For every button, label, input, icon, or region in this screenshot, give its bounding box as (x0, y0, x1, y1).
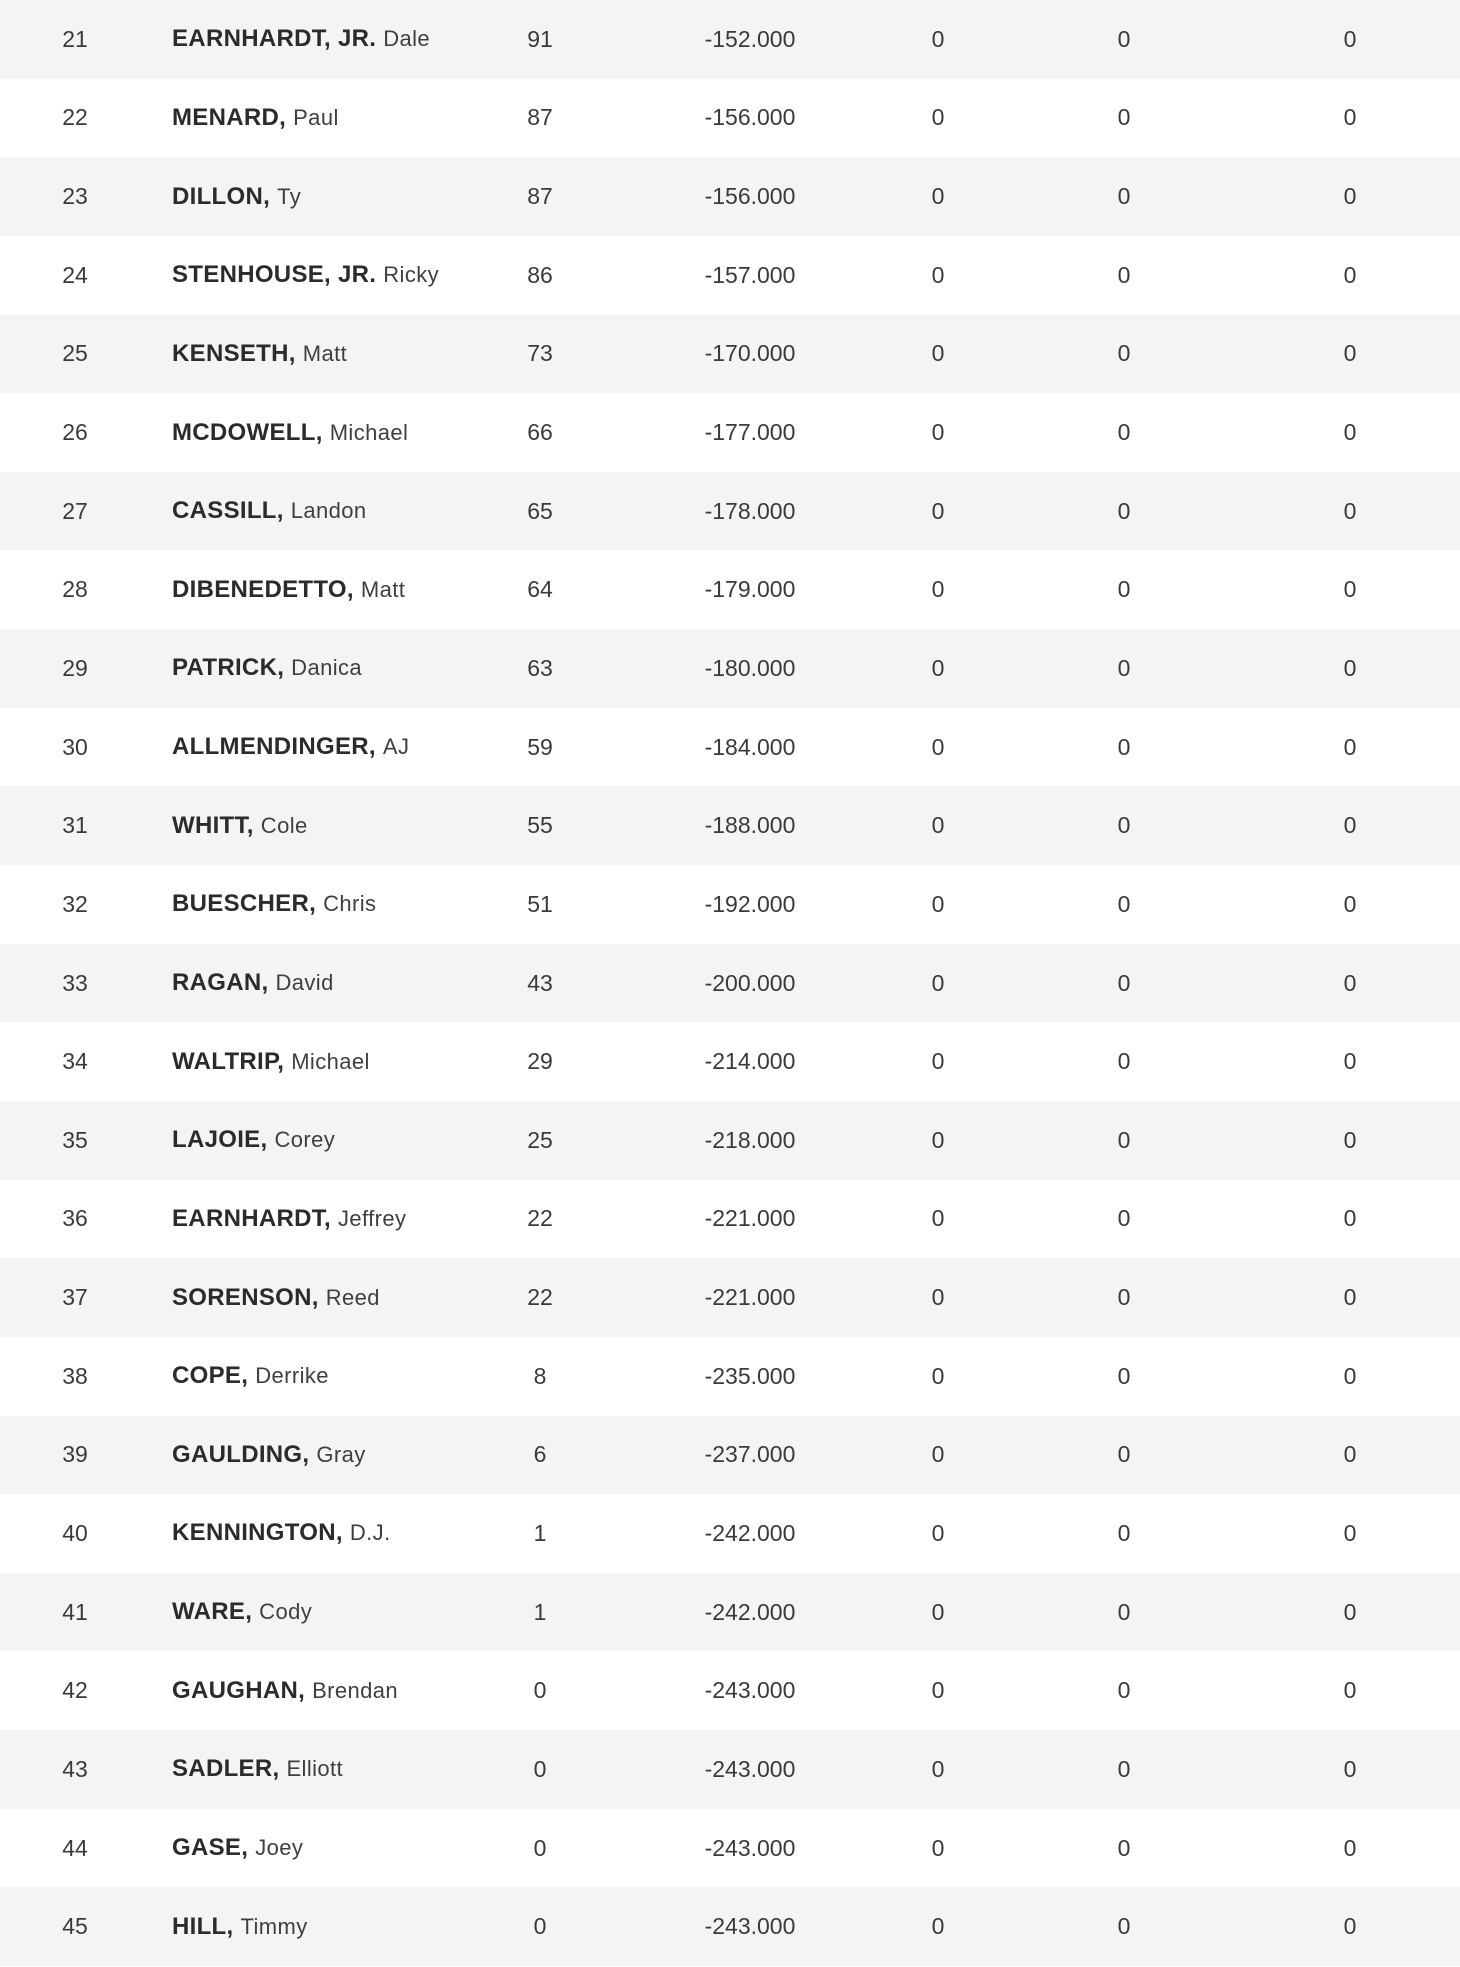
stat-cell-b: 0 (1117, 1913, 1131, 1940)
driver-last-name: BUESCHER, (172, 890, 317, 918)
table-row-41 (0, 1573, 1460, 1652)
stat-cell-c: 0 (1343, 1834, 1357, 1861)
stat-cell-c: 0 (1343, 104, 1357, 131)
stat-cell-a: 0 (931, 1677, 945, 1704)
driver-name-cell[interactable] (172, 1887, 532, 1966)
position-cell: 37 (62, 1284, 88, 1311)
table-row-26 (0, 393, 1460, 472)
stat-cell-b: 0 (1117, 25, 1131, 52)
points-behind-cell: -192.000 (704, 890, 796, 917)
points-behind-cell: -178.000 (704, 497, 796, 524)
driver-last-name: EARNHARDT, JR. (172, 25, 377, 53)
points-cell: 65 (527, 497, 553, 524)
stat-cell-c: 0 (1343, 1441, 1357, 1468)
points-cell: 55 (527, 812, 553, 839)
table-row-32 (0, 865, 1460, 944)
stat-cell-c: 0 (1343, 969, 1357, 996)
stat-cell-a: 0 (931, 576, 945, 603)
table-row-30 (0, 708, 1460, 787)
position-cell: 36 (62, 1205, 88, 1232)
stat-cell-b: 0 (1117, 733, 1131, 760)
position-cell: 25 (62, 340, 88, 367)
position-cell: 39 (62, 1441, 88, 1468)
points-behind-cell: -180.000 (704, 654, 796, 681)
driver-last-name: STENHOUSE, JR. (172, 261, 377, 289)
table-row-44 (0, 1809, 1460, 1888)
driver-last-name: COPE, (172, 1362, 249, 1390)
stat-cell-b: 0 (1117, 1755, 1131, 1782)
stat-cell-a: 0 (931, 890, 945, 917)
points-cell: 73 (527, 340, 553, 367)
driver-first-name: Chris (323, 891, 377, 917)
points-cell: 63 (527, 654, 553, 681)
driver-name-cell[interactable] (172, 865, 532, 944)
stat-cell-c: 0 (1343, 1519, 1357, 1546)
driver-last-name: SORENSON, (172, 1283, 319, 1311)
points-cell: 1 (533, 1598, 547, 1625)
stat-cell-c: 0 (1343, 25, 1357, 52)
points-behind-cell: -221.000 (704, 1284, 796, 1311)
points-cell: 43 (527, 969, 553, 996)
driver-first-name: Timmy (240, 1913, 308, 1939)
driver-first-name: Landon (290, 498, 367, 524)
stat-cell-c: 0 (1343, 1598, 1357, 1625)
stat-cell-b: 0 (1117, 890, 1131, 917)
position-cell: 42 (62, 1677, 88, 1704)
stat-cell-a: 0 (931, 497, 945, 524)
stat-cell-b: 0 (1117, 183, 1131, 210)
points-cell: 25 (527, 1126, 553, 1153)
driver-name-cell[interactable] (172, 236, 532, 315)
driver-last-name: GAUGHAN, (172, 1676, 306, 1704)
stat-cell-c: 0 (1343, 576, 1357, 603)
stat-cell-c: 0 (1343, 1913, 1357, 1940)
stat-cell-c: 0 (1343, 1677, 1357, 1704)
stat-cell-b: 0 (1117, 1362, 1131, 1389)
position-cell: 24 (62, 261, 88, 288)
driver-name-cell[interactable] (172, 1416, 532, 1495)
driver-name-cell[interactable] (172, 1809, 532, 1888)
table-row-43 (0, 1730, 1460, 1809)
stat-cell-b: 0 (1117, 419, 1131, 446)
driver-last-name: WALTRIP, (172, 1047, 285, 1075)
driver-name-cell[interactable] (172, 1730, 532, 1809)
driver-first-name: Michael (291, 1048, 370, 1074)
position-cell: 33 (62, 969, 88, 996)
position-cell: 31 (62, 812, 88, 839)
points-cell: 1 (533, 1519, 547, 1546)
driver-name-cell[interactable] (172, 315, 532, 394)
table-row-23 (0, 157, 1460, 236)
stat-cell-b: 0 (1117, 812, 1131, 839)
stat-cell-c: 0 (1343, 340, 1357, 367)
stat-cell-c: 0 (1343, 497, 1357, 524)
position-cell: 34 (62, 1048, 88, 1075)
table-row-45 (0, 1887, 1460, 1966)
driver-first-name: Paul (293, 104, 339, 130)
points-cell: 22 (527, 1284, 553, 1311)
table-row-28 (0, 550, 1460, 629)
stat-cell-b: 0 (1117, 261, 1131, 288)
table-row-33 (0, 944, 1460, 1023)
points-cell: 0 (533, 1834, 547, 1861)
stat-cell-b: 0 (1117, 1441, 1131, 1468)
points-cell: 64 (527, 576, 553, 603)
driver-name-cell[interactable] (172, 1258, 532, 1337)
points-behind-cell: -177.000 (704, 419, 796, 446)
driver-name-cell[interactable] (172, 1180, 532, 1259)
position-cell: 40 (62, 1519, 88, 1546)
driver-last-name: DILLON, (172, 182, 271, 210)
driver-last-name: WARE, (172, 1598, 253, 1626)
driver-first-name: Matt (360, 576, 406, 602)
stat-cell-b: 0 (1117, 340, 1131, 367)
stat-cell-c: 0 (1343, 183, 1357, 210)
driver-first-name: David (275, 970, 334, 995)
driver-name-cell[interactable] (172, 1337, 532, 1416)
position-cell: 21 (62, 25, 88, 52)
driver-name-cell[interactable] (172, 1101, 532, 1180)
driver-first-name: Gray (316, 1441, 366, 1467)
stat-cell-c: 0 (1343, 890, 1357, 917)
driver-last-name: KENNINGTON, (172, 1519, 343, 1547)
points-cell: 29 (527, 1048, 553, 1075)
stat-cell-b: 0 (1117, 576, 1131, 603)
stat-cell-a: 0 (931, 1126, 945, 1153)
points-cell: 0 (533, 1755, 547, 1782)
points-behind-cell: -179.000 (704, 576, 796, 603)
stat-cell-b: 0 (1117, 1126, 1131, 1153)
points-behind-cell: -156.000 (704, 104, 796, 131)
driver-last-name: HILL, (172, 1912, 234, 1940)
table-row-35 (0, 1101, 1460, 1180)
points-cell: 59 (527, 733, 553, 760)
points-cell: 87 (527, 183, 553, 210)
stat-cell-a: 0 (931, 1519, 945, 1546)
driver-name-cell[interactable] (172, 1651, 532, 1730)
stat-cell-b: 0 (1117, 1834, 1131, 1861)
driver-first-name: AJ (382, 734, 410, 760)
stat-cell-b: 0 (1117, 497, 1131, 524)
driver-name-cell[interactable] (172, 1022, 532, 1101)
driver-first-name: Joey (255, 1835, 304, 1861)
stat-cell-c: 0 (1343, 1284, 1357, 1311)
table-row-36 (0, 1180, 1460, 1259)
stat-cell-a: 0 (931, 969, 945, 996)
points-cell: 86 (527, 261, 553, 288)
driver-first-name: Corey (274, 1127, 336, 1153)
stat-cell-a: 0 (931, 1284, 945, 1311)
position-cell: 41 (62, 1598, 88, 1625)
stat-cell-c: 0 (1343, 812, 1357, 839)
points-behind-cell: -170.000 (704, 340, 796, 367)
points-behind-cell: -218.000 (704, 1126, 796, 1153)
stat-cell-c: 0 (1343, 1048, 1357, 1075)
points-cell: 0 (533, 1677, 547, 1704)
position-cell: 30 (62, 733, 88, 760)
driver-name-cell[interactable] (172, 79, 532, 158)
stat-cell-a: 0 (931, 419, 945, 446)
points-cell: 87 (527, 104, 553, 131)
points-behind-cell: -243.000 (704, 1913, 796, 1940)
driver-first-name: Brendan (312, 1677, 399, 1703)
driver-last-name: MENARD, (172, 103, 287, 131)
points-behind-cell: -237.000 (704, 1441, 796, 1468)
points-cell: 91 (527, 25, 553, 52)
driver-last-name: MCDOWELL, (172, 418, 323, 446)
stat-cell-c: 0 (1343, 654, 1357, 681)
stat-cell-b: 0 (1117, 1677, 1131, 1704)
driver-last-name: CASSILL, (172, 497, 284, 525)
stat-cell-c: 0 (1343, 419, 1357, 446)
driver-first-name: Elliott (286, 1756, 344, 1782)
stat-cell-a: 0 (931, 1048, 945, 1075)
table-row-25 (0, 315, 1460, 394)
points-cell: 51 (527, 890, 553, 917)
driver-last-name: GASE, (172, 1834, 249, 1862)
stat-cell-a: 0 (931, 733, 945, 760)
driver-name-cell[interactable] (172, 0, 532, 79)
driver-first-name: Jeffrey (338, 1205, 407, 1231)
points-cell: 66 (527, 419, 553, 446)
table-row-34 (0, 1022, 1460, 1101)
position-cell: 32 (62, 890, 88, 917)
driver-last-name: DIBENEDETTO, (172, 575, 354, 603)
table-row-42 (0, 1651, 1460, 1730)
stat-cell-b: 0 (1117, 969, 1131, 996)
points-behind-cell: -242.000 (704, 1519, 796, 1546)
driver-first-name: Danica (291, 655, 363, 681)
driver-name-cell[interactable] (172, 550, 532, 629)
driver-name-cell[interactable] (172, 708, 532, 787)
stat-cell-b: 0 (1117, 1519, 1131, 1546)
stat-cell-a: 0 (931, 1441, 945, 1468)
driver-last-name: PATRICK, (172, 654, 285, 682)
driver-last-name: ALLMENDINGER, (172, 733, 376, 761)
driver-name-cell[interactable] (172, 786, 532, 865)
points-behind-cell: -156.000 (704, 183, 796, 210)
stat-cell-c: 0 (1343, 733, 1357, 760)
points-cell: 0 (533, 1913, 547, 1940)
table-row-39 (0, 1416, 1460, 1495)
stat-cell-a: 0 (931, 104, 945, 131)
stat-cell-c: 0 (1343, 1126, 1357, 1153)
stat-cell-a: 0 (931, 1913, 945, 1940)
stat-cell-c: 0 (1343, 1755, 1357, 1782)
position-cell: 38 (62, 1362, 88, 1389)
stat-cell-b: 0 (1117, 1598, 1131, 1625)
stat-cell-a: 0 (931, 340, 945, 367)
position-cell: 44 (62, 1834, 88, 1861)
driver-last-name: LAJOIE, (172, 1126, 268, 1154)
driver-last-name: GAULDING, (172, 1440, 310, 1468)
points-behind-cell: -221.000 (704, 1205, 796, 1232)
points-behind-cell: -243.000 (704, 1677, 796, 1704)
points-behind-cell: -242.000 (704, 1598, 796, 1625)
position-cell: 43 (62, 1755, 88, 1782)
driver-last-name: EARNHARDT, (172, 1204, 331, 1232)
driver-name-cell[interactable] (172, 1573, 532, 1652)
position-cell: 45 (62, 1913, 88, 1940)
points-behind-cell: -200.000 (704, 969, 796, 996)
position-cell: 22 (62, 104, 88, 131)
driver-last-name: RAGAN, (172, 969, 269, 996)
points-behind-cell: -152.000 (704, 25, 796, 52)
points-behind-cell: -184.000 (704, 733, 796, 760)
driver-last-name: WHITT, (172, 811, 254, 839)
driver-first-name: Derrike (255, 1363, 329, 1389)
stat-cell-a: 0 (931, 25, 945, 52)
driver-name-cell[interactable] (172, 1494, 532, 1573)
points-cell: 22 (527, 1205, 553, 1232)
driver-first-name: Reed (325, 1284, 380, 1310)
position-cell: 27 (62, 497, 88, 524)
points-behind-cell: -214.000 (704, 1048, 796, 1075)
stat-cell-b: 0 (1117, 654, 1131, 681)
driver-first-name: Cole (260, 812, 308, 838)
table-row-31 (0, 786, 1460, 865)
stat-cell-a: 0 (931, 183, 945, 210)
table-row-27 (0, 472, 1460, 551)
stat-cell-b: 0 (1117, 104, 1131, 131)
driver-first-name: Cody (259, 1599, 313, 1625)
stat-cell-a: 0 (931, 812, 945, 839)
driver-first-name: Michael (329, 419, 409, 445)
points-behind-cell: -243.000 (704, 1755, 796, 1782)
driver-first-name: D.J. (349, 1520, 391, 1546)
stat-cell-c: 0 (1343, 1205, 1357, 1232)
points-cell: 6 (533, 1441, 547, 1468)
stat-cell-a: 0 (931, 654, 945, 681)
table-row-37 (0, 1258, 1460, 1337)
points-behind-cell: -235.000 (704, 1362, 796, 1389)
stat-cell-b: 0 (1117, 1284, 1131, 1311)
driver-first-name: Dale (383, 26, 431, 52)
position-cell: 23 (62, 183, 88, 210)
stat-cell-b: 0 (1117, 1205, 1131, 1232)
driver-name-cell[interactable] (172, 944, 532, 1023)
driver-name-cell[interactable] (172, 393, 532, 472)
driver-first-name: Ty (277, 183, 302, 209)
driver-first-name: Matt (302, 340, 348, 366)
table-row-21 (0, 0, 1460, 79)
driver-name-cell[interactable] (172, 157, 532, 236)
driver-last-name: SADLER, (172, 1755, 280, 1783)
points-cell: 8 (533, 1362, 547, 1389)
driver-last-name: KENSETH, (172, 339, 296, 367)
stat-cell-b: 0 (1117, 1048, 1131, 1075)
driver-first-name: Ricky (383, 262, 440, 288)
position-cell: 28 (62, 576, 88, 603)
stat-cell-a: 0 (931, 1755, 945, 1782)
table-row-29 (0, 629, 1460, 708)
table-row-38 (0, 1337, 1460, 1416)
table-row-40 (0, 1494, 1460, 1573)
table-row-22 (0, 79, 1460, 158)
points-behind-cell: -157.000 (704, 261, 796, 288)
points-behind-cell: -243.000 (704, 1834, 796, 1861)
driver-name-cell[interactable] (172, 629, 532, 708)
table-row-24 (0, 236, 1460, 315)
points-behind-cell: -188.000 (704, 812, 796, 839)
stat-cell-a: 0 (931, 1362, 945, 1389)
stat-cell-a: 0 (931, 1205, 945, 1232)
position-cell: 35 (62, 1126, 88, 1153)
stat-cell-a: 0 (931, 1834, 945, 1861)
stat-cell-c: 0 (1343, 261, 1357, 288)
driver-name-cell[interactable] (172, 472, 532, 551)
stat-cell-a: 0 (931, 1598, 945, 1625)
position-cell: 26 (62, 419, 88, 446)
position-cell: 29 (62, 654, 88, 681)
stat-cell-a: 0 (931, 261, 945, 288)
stat-cell-c: 0 (1343, 1362, 1357, 1389)
